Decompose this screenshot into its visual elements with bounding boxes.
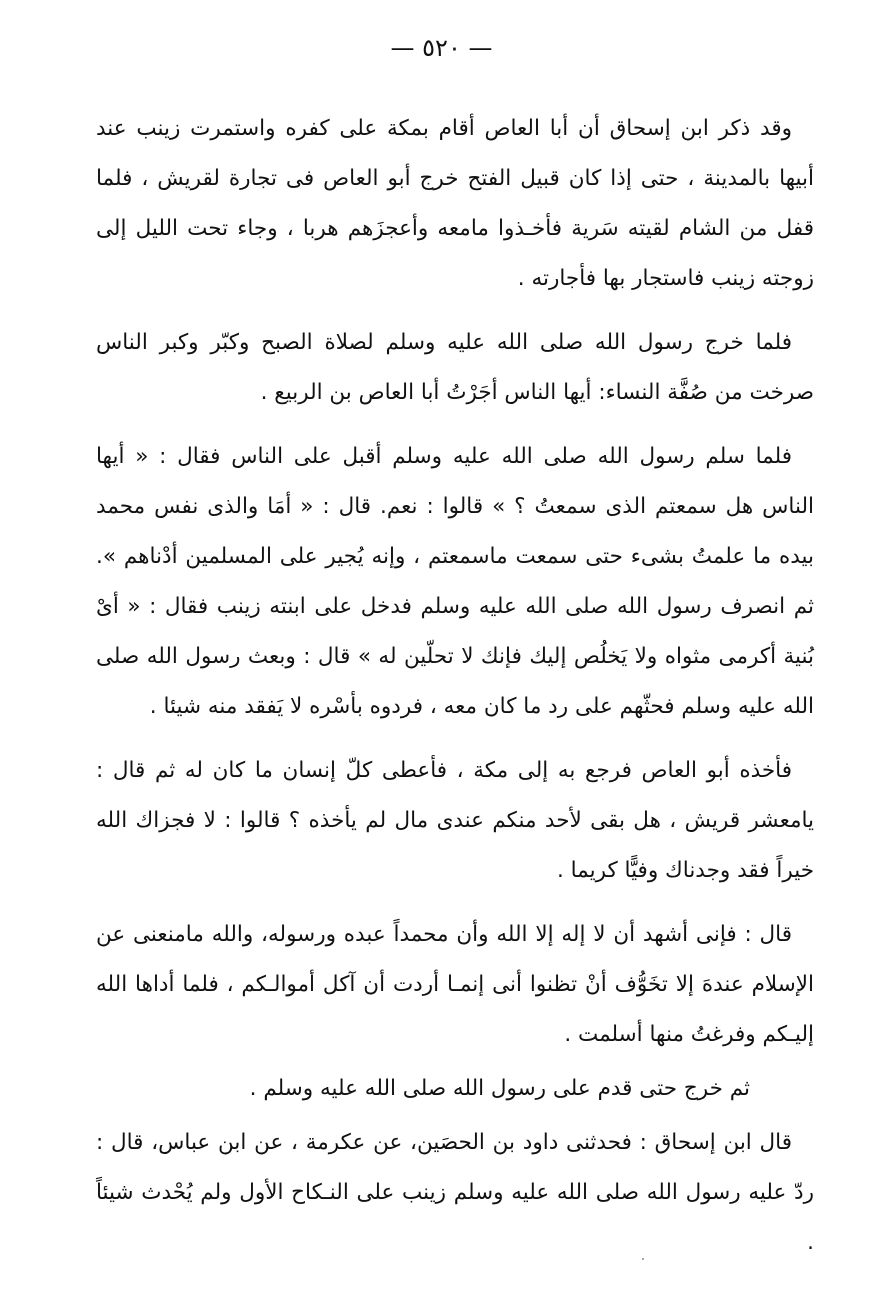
paragraph-2: فلما خرج رسول الله صلى الله عليه وسلم لصلاة الصبح وكبّر وكبر الناس صرخت من صُفَّة النساء: أيها الناس أجَرْتُ أبا العاص بن الربيع . [96, 330, 814, 405]
paper-speck [642, 1258, 644, 1260]
paragraph-6: ثم خرج حتى قدم على رسول الله صلى الله عليه وسلم . [249, 1076, 750, 1101]
paragraph-5: قال : فإنى أشهد أن لا إله إلا الله وأن محمداً عبده ورسوله، والله مامنعنى عن الإسلام عندهَ إلا تخَوُّف أنْ تظنوا أنى إنمـا أردت أن آكل أموالـكم ، فلما أداها الله إليـكم وفرغتُ منها أسلمت . [96, 922, 814, 1047]
paragraph-3: فلما سلم رسول الله صلى الله عليه وسلم أقبل على الناس فقال : « أيها الناس هل سمعتم الذى سمعتُ ؟ » قالوا : نعم. قال : « أمَا والذى نفس محمد بيده ما علمتُ بشىء حتى سمعت ماسمعتم ، وإنه يُجير على المسلمين أدْناهم ». ثم انصرف رسول الله صلى الله عليه وسلم فدخل على ابنته زينب فقال : « أىْ بُنية أكرمى مثواه ولا يَخلُص إليك فإنك لا تحلّين له » قال : وبعث رسول الله صلى الله عليه وسلم فحثّهم على رد ما كان معه ، فردوه بأسْره لا يَفقد منه شيئا . [96, 444, 814, 719]
paragraph-1: وقد ذكر ابن إسحاق أن أبا العاص أقام بمكة على كفره واستمرت زينب عند أبيها بالمدينة ، حتى إذا كان قبيل الفتح خرج أبو العاص فى تجارة لقريش ، فلما قفل من الشام لقيته سَرية فأخـذوا مامعه وأعجزَهم هربا ، وجاء تحت الليل إلى زوجته زينب فاستجار بها فأجارته . [96, 116, 814, 291]
body-text [96, 104, 814, 1268]
paragraph-7: قال ابن إسحاق : فحدثنى داود بن الحصَين، عن عكرمة ، عن ابن عباس، قال : ردّ عليه رسول الله صلى الله عليه وسلم زينب على النـكاح الأول ولم يُحْدث شيئاً . [96, 1130, 814, 1255]
paragraph-4: فأخذه أبو العاص فرجع به إلى مكة ، فأعطى كلّ إنسان ما كان له ثم قال : يامعشر قريش ، هل بقى لأحد منكم عندى مال لم يأخذه ؟ قالوا : لا فجزاك الله خيراً فقد وجدناك وفيًّا كريما . [96, 758, 814, 883]
page-number: — ٥٢٠ — [390, 34, 493, 62]
